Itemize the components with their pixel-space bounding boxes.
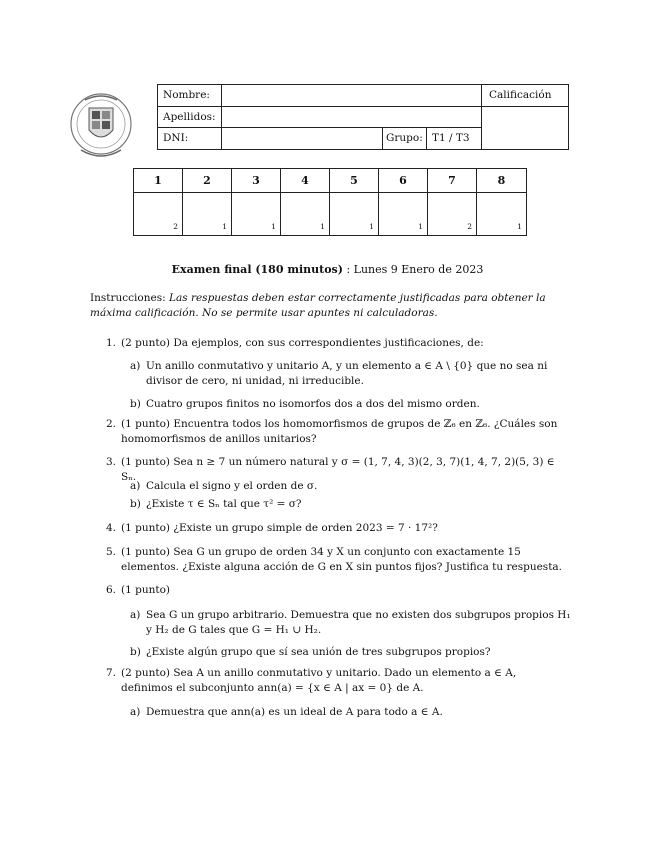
- max-points: 1: [271, 222, 276, 231]
- question-number: 1.: [106, 337, 117, 349]
- dni-label: DNI:: [163, 132, 189, 144]
- scores-table: [133, 168, 527, 236]
- university-seal-logo: [67, 90, 135, 162]
- apellidos-label: Apellidos:: [163, 111, 216, 123]
- question-2-text: (1 punto) Encuentra todos los homomorfismos de grupos de ℤ₆ en ℤ₆. ¿Cuáles son homomorfismos de anillos unitarios?: [121, 418, 558, 445]
- question-3-text: (1 punto) Sea n ≥ 7 un número natural y σ = (1, 7, 4, 3)(2, 3, 7)(1, 4, 7, 2)(5, 3) ∈ Sₙ.: [121, 456, 555, 483]
- question-7-text: (2 punto) Sea A un anillo conmutativo y unitario. Dado un elemento a ∈ A, definimos el subconjunto ann(a) = {x ∈ A | ax = 0} de A.: [121, 667, 517, 694]
- question-number: 3.: [106, 456, 117, 468]
- max-points: 2: [173, 222, 178, 231]
- question-number: 7.: [106, 667, 117, 679]
- apellidos-field[interactable]: [221, 106, 482, 128]
- question-5-text: (1 punto) Sea G un grupo de orden 34 y X un conjunto con exactamente 15 elementos. ¿Existe alguna acción de G en X sin puntos fijos? Justifica tu respuesta.: [121, 546, 563, 573]
- subitem-label: b): [130, 498, 141, 510]
- score-cell[interactable]: [232, 193, 281, 235]
- score-header: 4: [281, 169, 330, 193]
- max-points: 1: [222, 222, 227, 231]
- question-6b-text: ¿Existe algún grupo que sí sea unión de tres subgrupos propios?: [146, 646, 491, 658]
- question-1-text: (2 punto) Da ejemplos, con sus correspondientes justificaciones, de:: [121, 337, 484, 349]
- max-points: 1: [320, 222, 325, 231]
- subitem-label: a): [130, 706, 141, 718]
- subitem-label: b): [130, 398, 141, 410]
- instructions-text: Las respuestas deben estar correctamente justificadas para obtener la máxima calificación. No se permite usar apuntes ni calculadoras.: [90, 292, 546, 319]
- question-number: 4.: [106, 522, 117, 534]
- score-cell[interactable]: [134, 193, 183, 235]
- score-header: 3: [232, 169, 281, 193]
- max-points: 1: [517, 222, 522, 231]
- score-cell[interactable]: [330, 193, 379, 235]
- exam-title-bold: Examen final (180 minutos): [171, 263, 343, 276]
- calificacion-label: Calificación: [489, 89, 552, 101]
- question-3b-text: ¿Existe τ ∈ Sₙ tal que τ² = σ?: [146, 498, 302, 510]
- grupo-label: Grupo:: [386, 132, 423, 144]
- score-header: 5: [330, 169, 379, 193]
- question-6a-text: Sea G un grupo arbitrario. Demuestra que no existen dos subgrupos propios H₁ y H₂ de G tales que G = H₁ ∪ H₂.: [146, 609, 571, 636]
- nombre-field[interactable]: [221, 84, 482, 107]
- exam-title-date: : Lunes 9 Enero de 2023: [342, 263, 484, 276]
- score-cell[interactable]: [477, 193, 526, 235]
- subitem-label: a): [130, 360, 141, 372]
- score-header: 8: [477, 169, 526, 193]
- max-points: 1: [418, 222, 423, 231]
- score-cell[interactable]: [379, 193, 428, 235]
- question-1b-text: Cuatro grupos finitos no isomorfos dos a dos del mismo orden.: [146, 398, 480, 410]
- score-cell[interactable]: [183, 193, 232, 235]
- exam-title: [0, 263, 655, 276]
- score-cell[interactable]: [281, 193, 330, 235]
- subitem-label: a): [130, 480, 141, 492]
- student-info-table: [157, 84, 569, 150]
- nombre-label: Nombre:: [163, 89, 210, 101]
- question-1a-text: Un anillo conmutativo y unitario A, y un elemento a ∈ A \ {0} que no sea ni divisor de cero, ni unidad, ni irreducible.: [146, 360, 548, 387]
- instructions: [90, 291, 570, 321]
- subitem-label: a): [130, 609, 141, 621]
- max-points: 1: [369, 222, 374, 231]
- question-number: 5.: [106, 546, 117, 558]
- calificacion-box[interactable]: [481, 106, 569, 150]
- question-3a-text: Calcula el signo y el orden de σ.: [146, 480, 318, 492]
- score-header: 7: [428, 169, 477, 193]
- subitem-label: b): [130, 646, 141, 658]
- question-6-text: (1 punto): [121, 584, 170, 596]
- max-points: 2: [467, 222, 472, 231]
- score-header: 6: [379, 169, 428, 193]
- grupo-value: T1 / T3: [432, 132, 470, 144]
- dni-field[interactable]: [221, 127, 383, 150]
- question-4-text: (1 punto) ¿Existe un grupo simple de orden 2023 = 7 · 17²?: [121, 522, 438, 534]
- question-number: 2.: [106, 418, 117, 430]
- instructions-label: Instrucciones:: [90, 292, 169, 304]
- score-header: 1: [134, 169, 183, 193]
- question-number: 6.: [106, 584, 117, 596]
- score-header: 2: [183, 169, 232, 193]
- question-7a-text: Demuestra que ann(a) es un ideal de A para todo a ∈ A.: [146, 706, 443, 718]
- score-cell[interactable]: [428, 193, 477, 235]
